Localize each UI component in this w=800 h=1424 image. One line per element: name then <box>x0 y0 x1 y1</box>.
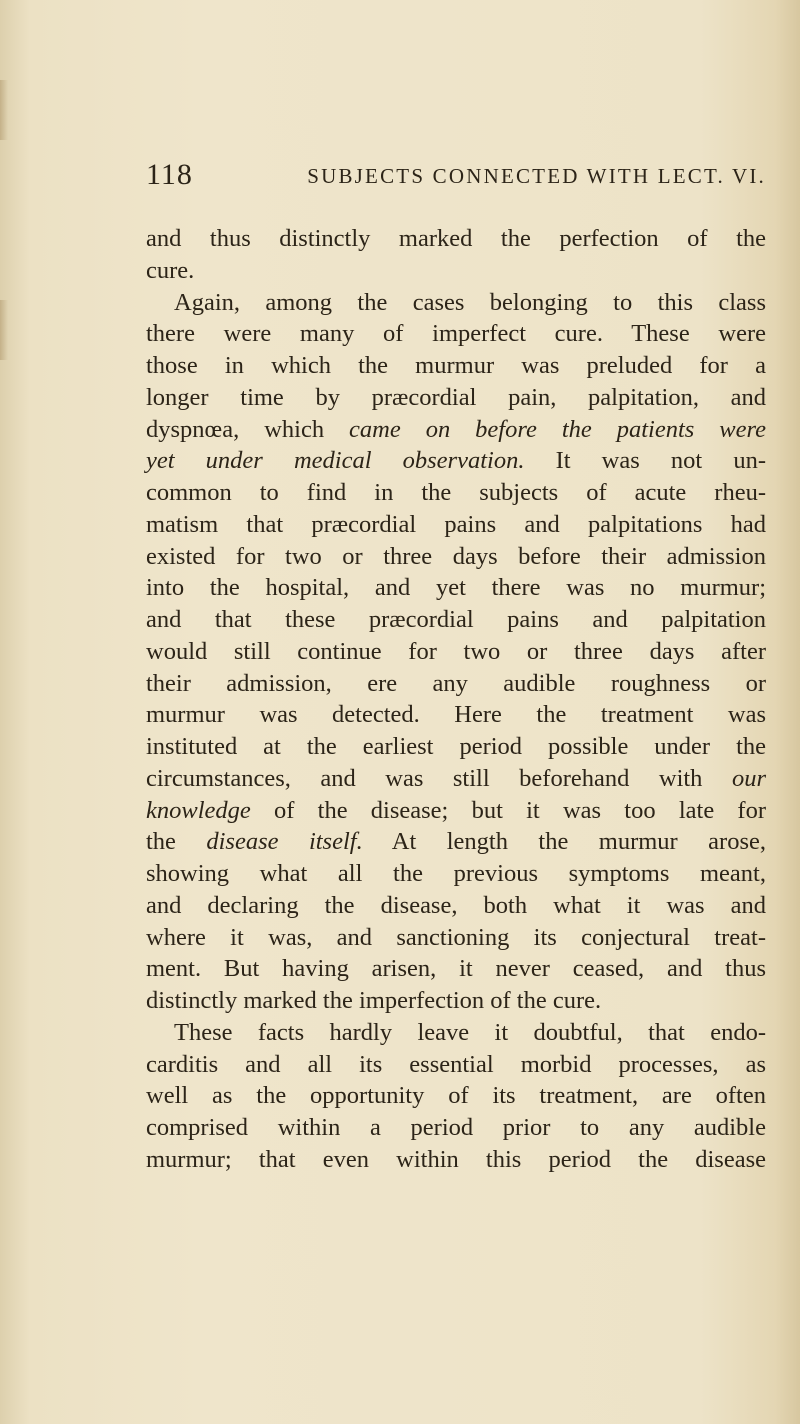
text-line <box>146 477 766 509</box>
text-run: At length the murmur arose, <box>362 828 766 856</box>
page-number: 118 <box>146 158 193 191</box>
text-line <box>146 699 766 731</box>
text-line <box>146 255 766 287</box>
text-line <box>146 1049 766 1081</box>
text-line <box>146 318 766 350</box>
text-line <box>146 223 766 255</box>
text-line <box>146 922 766 954</box>
page-edge-stain <box>0 80 8 140</box>
text-line <box>146 1017 766 1049</box>
text-line <box>146 287 766 319</box>
text-line <box>146 826 766 858</box>
page-header <box>146 158 766 198</box>
text-line <box>146 604 766 636</box>
text-run: and that these præcordial pains and palpitation <box>146 606 766 633</box>
text-run: comprised within a period prior to any audible <box>146 1114 766 1141</box>
text-run: there were many of imperfect cure. These were <box>146 320 766 348</box>
text-run: and thus distinctly marked the perfection of the <box>146 225 766 252</box>
text-run: instituted at the earliest period possible under the <box>146 733 766 760</box>
text-line <box>146 731 766 763</box>
text-run: the <box>146 828 207 856</box>
italic-text: yet under medical observation. <box>146 447 525 475</box>
text-run: would still continue for two or three days after <box>146 637 766 665</box>
text-run: showing what all the previous symptoms meant, <box>146 860 766 887</box>
text-run: circumstances, and was still beforehand with <box>146 764 732 792</box>
text-run: where it was, and sanctioning its conjectural treat- <box>146 923 766 951</box>
text-run: murmur was detected. Here the treatment was <box>146 701 766 729</box>
text-run: into the hospital, and yet there was no murmur; <box>146 574 766 602</box>
text-run: Again, among the cases belonging to this class <box>174 288 766 316</box>
italic-text: knowledge <box>146 796 251 824</box>
text-line <box>146 541 766 573</box>
text-line <box>146 445 766 477</box>
text-line <box>146 1144 766 1176</box>
text-line <box>146 414 766 446</box>
text-run: dyspnœa, which <box>146 415 350 443</box>
text-run: well as the opportunity of its treatment, are often <box>146 1082 766 1110</box>
text-run: those in which the murmur was preluded for a <box>146 352 766 379</box>
text-line <box>146 953 766 985</box>
text-run: and declaring the disease, both what it was and <box>146 891 766 919</box>
text-run: carditis and all its essential morbid processes, as <box>146 1050 766 1078</box>
italic-text: came on before the patients were <box>349 415 766 443</box>
text-line <box>146 572 766 604</box>
italic-text: disease itself. <box>206 828 363 856</box>
text-line <box>146 509 766 541</box>
text-line <box>146 858 766 890</box>
text-line <box>146 890 766 922</box>
text-line <box>146 985 766 1017</box>
text-line <box>146 763 766 795</box>
text-line <box>146 1112 766 1144</box>
body-text <box>146 223 766 1176</box>
text-line <box>146 668 766 700</box>
text-run: cure. <box>146 256 195 284</box>
page-edge-stain <box>0 300 8 360</box>
italic-text: our <box>731 764 766 792</box>
text-run: matism that præcordial pains and palpitations had <box>146 510 766 538</box>
text-run: distinctly marked the imperfection of the cure. <box>146 987 602 1014</box>
text-run: existed for two or three days before their admission <box>146 542 766 570</box>
text-line <box>146 795 766 827</box>
text-line <box>146 350 766 382</box>
text-run: of the disease; but it was too late for <box>250 796 766 824</box>
running-head: SUBJECTS CONNECTED WITH LECT. VI. <box>307 164 766 188</box>
text-run: common to find in the subjects of acute rheu- <box>146 479 766 506</box>
text-run: longer time by præcordial pain, palpitation, and <box>146 383 766 411</box>
text-line <box>146 636 766 668</box>
text-line <box>146 1080 766 1112</box>
text-run: It was not un- <box>524 447 766 475</box>
text-run: murmur; that even within this period the disease <box>146 1145 766 1173</box>
text-run: These facts hardly leave it doubtful, that endo- <box>174 1018 766 1046</box>
text-line <box>146 382 766 414</box>
text-run: ment. But having arisen, it never ceased, and thus <box>146 955 766 983</box>
text-run: their admission, ere any audible roughness or <box>146 669 766 697</box>
